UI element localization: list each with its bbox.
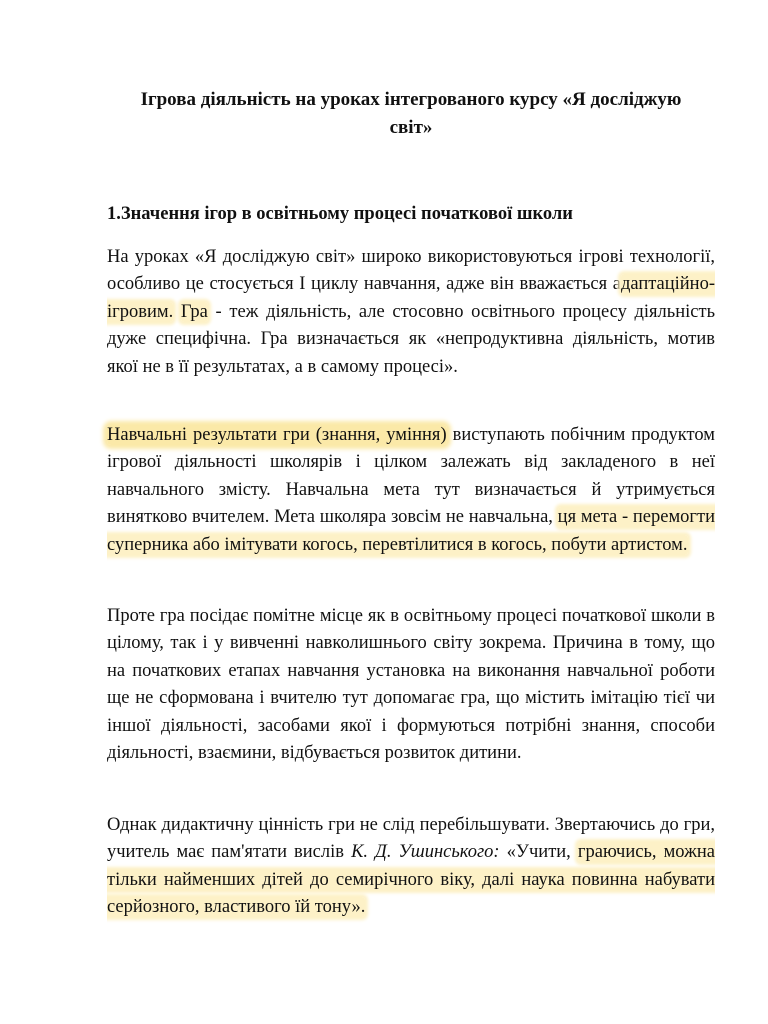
- paragraph-2: [107, 422, 715, 559]
- paragraph-4: [107, 812, 715, 922]
- document-title-line-1: Ігрова діяльність на уроках інтегрованого курсу «Я досліджую: [140, 89, 682, 110]
- highlight-game: Гра: [180, 301, 208, 322]
- paragraph-3-text: Проте гра посідає помітне місце як в освітньому процесі початкової школи в цілому, так і у вивченні навколишнього світу зокрема. Причина в тому, що на початкових етапах навчання установка на виконання навчальної роботи ще не сформована і вчителю тут допомагає гра, що містить імітацію тієї чи іншої діяльності, засобами якої і формуються потрібні знання, способи діяльності, взаємини, відбувається розвиток дитини.: [107, 606, 715, 764]
- paragraph-3: [107, 603, 715, 767]
- paragraph-4-text: Однак дидактичну цінність гри не слід перебільшувати. Звертаючись до гри, учитель має пам'ятати вислів: [107, 815, 715, 863]
- highlight-student-goal: ця мета - перемогти суперника або імітувати когось, перевтілитися в когось, побути артистом.: [107, 507, 715, 555]
- highlight-adaptive-game: даптаційно-ігровим.: [107, 274, 715, 322]
- document-title-line-2: світ»: [389, 117, 433, 138]
- section-heading: 1.Значення ігор в освітньому процесі початкової школи: [107, 204, 573, 224]
- highlight-ushinsky-quote: граючись, можна тільки найменших дітей до семирічного віку, далі наука повинна набувати серйозного, властивого їй тону».: [107, 842, 715, 918]
- paragraph-1: [107, 244, 715, 381]
- highlight-learning-results: Навчальні результати гри (знання, уміння): [107, 425, 447, 445]
- paragraph-2-text: виступають побічним продуктом ігрової діяльності школярів і цілком залежать від закладеного в неї навчального змісту. Навчальна мета тут визначається й утримується винятково вчителем. Мета школяра зовсім не навчальна,: [107, 425, 715, 528]
- quote-start: «Учити,: [499, 842, 578, 863]
- paragraph-1-text-continued: - теж діяльність, але стосовно освітнього процесу діяльність дуже специфічна. Гра визначається як «непродуктивна діяльність, мотив якої не в її результатах, а в самому процесі».: [107, 301, 716, 377]
- document-page: [107, 86, 716, 918]
- document-title: [107, 86, 715, 142]
- quote-author: К. Д. Ушинського:: [351, 842, 500, 863]
- paragraph-1-text: На уроках «Я досліджую світ» широко використовуються ігрові технології, особливо це стосується І циклу навчання, адже він вважається а: [107, 247, 715, 295]
